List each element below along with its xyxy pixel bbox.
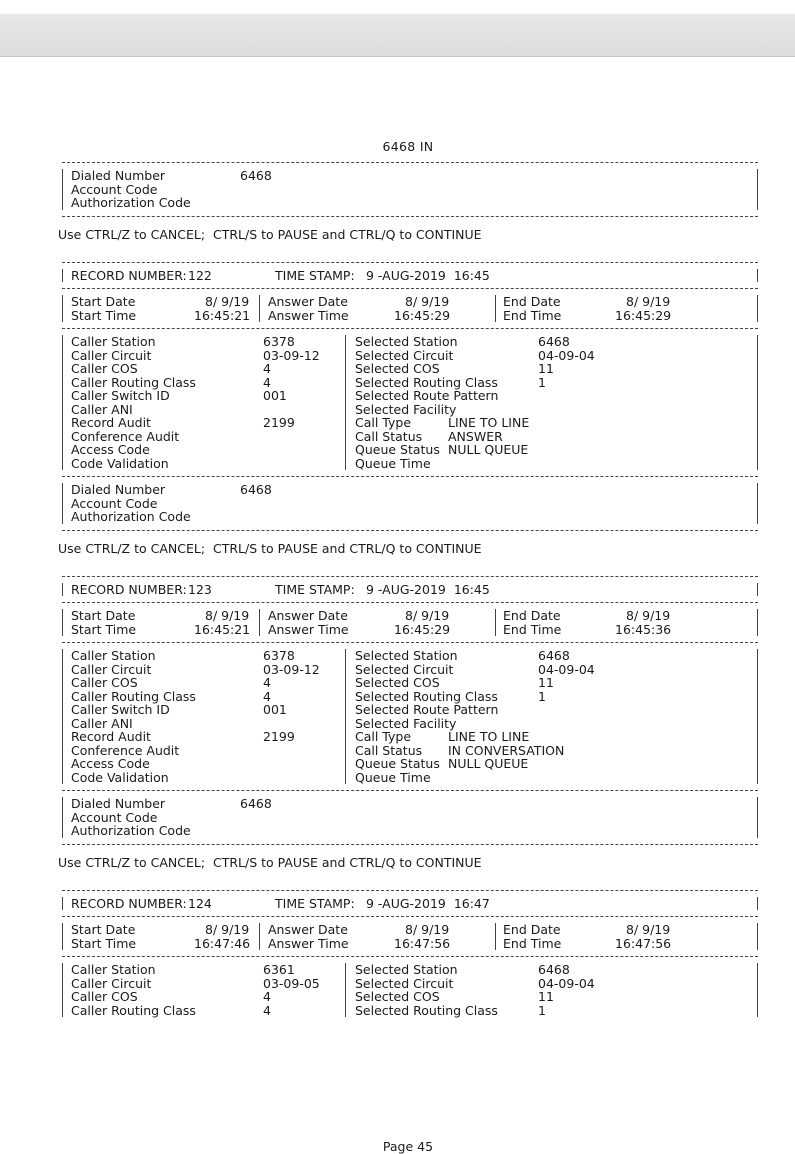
selected-circuit-value: 04-09-04 [538, 661, 595, 677]
detail-row [63, 416, 757, 430]
time-stamp-label: TIME STAMP: [275, 895, 355, 911]
date-row [63, 623, 757, 637]
start-date-value: 8/ 9/19 [205, 608, 250, 623]
caller-circuit-value: 03-09-12 [263, 661, 320, 677]
selected-cos-value: 11 [538, 361, 554, 376]
ctrl-instructions: Use CTRL/Z to CANCEL; CTRL/S to PAUSE and CTRL/Q to CONTINUE [58, 854, 482, 870]
record-header-row [63, 583, 757, 597]
authorization-code-label: Authorization Code [71, 195, 191, 210]
dialed-number-value: 6468 [240, 482, 272, 497]
scanner-top-line [0, 56, 795, 57]
call-type-value: LINE TO LINE [448, 415, 530, 430]
detail-row [63, 403, 757, 417]
selected-routing-class-label: Selected Routing Class [355, 1002, 498, 1018]
records-container [58, 244, 758, 1018]
account-code-label: Account Code [71, 181, 158, 197]
selected-cos-value: 11 [538, 989, 554, 1004]
ctrl-instructions: Use CTRL/Z to CANCEL; CTRL/S to PAUSE and CTRL/Q to CONTINUE [58, 540, 482, 556]
record-header-block [62, 583, 758, 597]
start-date-label: Start Date [71, 294, 136, 309]
page-header: 6468 IN [382, 139, 434, 154]
conference-audit-label: Conference Audit [71, 428, 180, 444]
caller-circuit-label: Caller Circuit [71, 347, 152, 363]
start-date-value: 8/ 9/19 [205, 922, 250, 937]
detail-row [63, 349, 757, 363]
selected-station-value: 6468 [538, 962, 570, 977]
detail-row [63, 663, 757, 677]
detail-row [63, 389, 757, 403]
detail-row [63, 497, 757, 511]
detail-row [63, 990, 757, 1004]
selected-routing-class-value: 1 [538, 688, 546, 704]
caller-cos-label: Caller COS [71, 989, 138, 1004]
caller-cos-label: Caller COS [71, 675, 138, 690]
selected-station-label: Selected Station [355, 648, 458, 663]
caller-ani-label: Caller ANI [71, 401, 133, 417]
detail-row [63, 362, 757, 376]
detail-row [63, 676, 757, 690]
divider [58, 210, 758, 223]
start-date-label: Start Date [71, 608, 136, 623]
answer-time-value: 16:45:29 [394, 307, 451, 323]
start-time-value: 16:47:46 [194, 935, 251, 951]
call-record [58, 256, 758, 570]
answer-date-label: Answer Date [268, 294, 348, 309]
detail-row [63, 443, 757, 457]
queue-status-label: Queue Status [355, 442, 440, 457]
selected-facility-label: Selected Facility [355, 401, 457, 417]
date-row [63, 609, 757, 623]
caller-routing-class-label: Caller Routing Class [71, 1002, 196, 1018]
detail-row [63, 963, 757, 977]
selected-station-label: Selected Station [355, 334, 458, 349]
detail-row [63, 510, 757, 524]
end-date-value: 8/ 9/19 [626, 608, 671, 623]
column-separator [345, 335, 346, 470]
call-type-label: Call Type [355, 729, 412, 744]
date-row [63, 923, 757, 937]
answer-date-label: Answer Date [268, 608, 348, 623]
selected-station-label: Selected Station [355, 962, 458, 977]
record-audit-label: Record Audit [71, 729, 151, 744]
record-header-block [62, 269, 758, 283]
caller-station-value: 6378 [263, 334, 295, 349]
cdr-printout [58, 139, 758, 1154]
record-header-row [63, 897, 757, 911]
queue-time-label: Queue Time [355, 455, 431, 471]
call-record [58, 884, 758, 1018]
record-audit-value: 2199 [263, 729, 295, 744]
queue-status-value: NULL QUEUE [448, 756, 529, 771]
selected-routing-class-label: Selected Routing Class [355, 374, 498, 390]
detail-row [63, 376, 757, 390]
detail-row [63, 335, 757, 349]
caller-circuit-value: 03-09-12 [263, 347, 320, 363]
time-stamp-value: 9 -AUG-2019 16:47 [366, 895, 490, 911]
start-time-label: Start Time [71, 307, 137, 323]
caller-switch-id-value: 001 [263, 702, 287, 717]
spacer [58, 872, 758, 884]
caller-circuit-label: Caller Circuit [71, 661, 152, 677]
call-status-label: Call Status [355, 742, 423, 758]
caller-routing-class-value: 4 [263, 688, 271, 704]
answer-time-label: Answer Time [268, 307, 349, 323]
divider [58, 524, 758, 537]
code-validation-label: Code Validation [71, 769, 169, 785]
detail-row [63, 757, 757, 771]
start-date-value: 8/ 9/19 [205, 294, 250, 309]
time-stamp-value: 9 -AUG-2019 16:45 [366, 581, 490, 597]
call-record [58, 570, 758, 884]
dialed-number-value: 6468 [240, 796, 272, 811]
end-time-label: End Time [503, 307, 562, 323]
detail-row [63, 483, 757, 497]
caller-switch-id-label: Caller Switch ID [71, 702, 170, 717]
caller-station-label: Caller Station [71, 962, 156, 977]
record-details-block [62, 963, 758, 1017]
record-number-label: RECORD NUMBER: [71, 267, 187, 283]
detail-row [63, 811, 757, 825]
end-time-label: End Time [503, 935, 562, 951]
account-code-label: Account Code [71, 809, 158, 825]
call-status-value: IN CONVERSATION [448, 742, 565, 758]
end-time-value: 16:45:36 [615, 621, 672, 637]
dialed-block [62, 797, 758, 838]
detail-row [63, 690, 757, 704]
caller-routing-class-label: Caller Routing Class [71, 374, 196, 390]
account-code-label: Account Code [71, 495, 158, 511]
record-header-block [62, 897, 758, 911]
access-code-label: Access Code [71, 442, 150, 457]
column-separator [495, 923, 496, 950]
record-audit-value: 2199 [263, 415, 295, 430]
caller-cos-value: 4 [263, 675, 271, 690]
spacer [58, 244, 758, 256]
authorization-code-label: Authorization Code [71, 823, 191, 838]
spacer [58, 558, 758, 570]
authorization-code-label: Authorization Code [71, 509, 191, 524]
detail-row [63, 771, 757, 785]
answer-date-value: 8/ 9/19 [405, 294, 450, 309]
date-row [63, 309, 757, 323]
caller-switch-id-value: 001 [263, 388, 287, 403]
divider [58, 838, 758, 851]
end-date-label: End Date [503, 608, 561, 623]
end-time-label: End Time [503, 621, 562, 637]
caller-station-label: Caller Station [71, 334, 156, 349]
queue-status-value: NULL QUEUE [448, 442, 529, 457]
selected-station-value: 6468 [538, 334, 570, 349]
detail-row [63, 457, 757, 471]
call-status-label: Call Status [355, 428, 423, 444]
answer-time-value: 16:45:29 [394, 621, 451, 637]
date-row [63, 937, 757, 951]
scanner-top-bar [0, 14, 795, 56]
date-row [63, 295, 757, 309]
divider [58, 570, 758, 583]
caller-routing-class-value: 4 [263, 1002, 271, 1018]
record-number-label: RECORD NUMBER: [71, 581, 187, 597]
code-validation-label: Code Validation [71, 455, 169, 471]
caller-station-value: 6361 [263, 962, 295, 977]
page-footer: Page 45 [382, 1139, 434, 1154]
end-date-value: 8/ 9/19 [626, 922, 671, 937]
end-date-value: 8/ 9/19 [626, 294, 671, 309]
selected-circuit-label: Selected Circuit [355, 661, 454, 677]
selected-station-value: 6468 [538, 648, 570, 663]
selected-circuit-label: Selected Circuit [355, 975, 454, 991]
selected-routing-class-label: Selected Routing Class [355, 688, 498, 704]
answer-date-label: Answer Date [268, 922, 348, 937]
time-stamp-value: 9 -AUG-2019 16:45 [366, 267, 490, 283]
dialed-number-value: 6468 [240, 168, 272, 183]
conference-audit-label: Conference Audit [71, 742, 180, 758]
selected-route-pattern-label: Selected Route Pattern [355, 388, 499, 403]
dialed-number-label: Dialed Number [71, 168, 166, 183]
queue-status-label: Queue Status [355, 756, 440, 771]
dialed-number-label: Dialed Number [71, 796, 166, 811]
time-stamp-label: TIME STAMP: [275, 267, 355, 283]
answer-date-value: 8/ 9/19 [405, 922, 450, 937]
caller-station-value: 6378 [263, 648, 295, 663]
detail-row [63, 649, 757, 663]
column-separator [345, 649, 346, 784]
end-date-label: End Date [503, 294, 561, 309]
caller-cos-value: 4 [263, 989, 271, 1004]
selected-route-pattern-label: Selected Route Pattern [355, 702, 499, 717]
selected-cos-value: 11 [538, 675, 554, 690]
record-number-label: RECORD NUMBER: [71, 895, 187, 911]
record-dates-block [62, 609, 758, 636]
answer-date-value: 8/ 9/19 [405, 608, 450, 623]
record-number-value: 123 [188, 581, 212, 597]
column-separator [259, 295, 260, 322]
start-time-label: Start Time [71, 935, 137, 951]
detail-row [63, 824, 757, 838]
column-separator [495, 295, 496, 322]
detail-row [63, 797, 757, 811]
column-separator [259, 923, 260, 950]
column-separator [495, 609, 496, 636]
caller-cos-value: 4 [263, 361, 271, 376]
detail-row [63, 1004, 757, 1018]
caller-routing-class-label: Caller Routing Class [71, 688, 196, 704]
record-dates-block [62, 295, 758, 322]
caller-ani-label: Caller ANI [71, 715, 133, 731]
call-type-label: Call Type [355, 415, 412, 430]
detail-row [63, 744, 757, 758]
detail-row [63, 977, 757, 991]
record-audit-label: Record Audit [71, 415, 151, 430]
record-header-row [63, 269, 757, 283]
call-type-value: LINE TO LINE [448, 729, 530, 744]
first-dialed-block [62, 169, 758, 210]
end-time-value: 16:47:56 [615, 935, 672, 951]
record-details-block [62, 649, 758, 784]
selected-cos-label: Selected COS [355, 361, 440, 376]
caller-station-label: Caller Station [71, 648, 156, 663]
selected-facility-label: Selected Facility [355, 715, 457, 731]
selected-routing-class-value: 1 [538, 1002, 546, 1018]
caller-circuit-value: 03-09-05 [263, 975, 320, 991]
start-date-label: Start Date [71, 922, 136, 937]
access-code-label: Access Code [71, 756, 150, 771]
record-details-block [62, 335, 758, 470]
divider [58, 884, 758, 897]
answer-time-label: Answer Time [268, 621, 349, 637]
record-number-value: 124 [188, 895, 212, 911]
end-time-value: 16:45:29 [615, 307, 672, 323]
selected-cos-label: Selected COS [355, 675, 440, 690]
selected-circuit-value: 04-09-04 [538, 975, 595, 991]
queue-time-label: Queue Time [355, 769, 431, 785]
selected-circuit-label: Selected Circuit [355, 347, 454, 363]
column-separator [259, 609, 260, 636]
caller-routing-class-value: 4 [263, 374, 271, 390]
time-stamp-label: TIME STAMP: [275, 581, 355, 597]
start-time-label: Start Time [71, 621, 137, 637]
call-status-value: ANSWER [448, 428, 503, 444]
column-separator [345, 963, 346, 1017]
dialed-block [62, 483, 758, 524]
record-number-value: 122 [188, 267, 212, 283]
detail-row [63, 430, 757, 444]
end-date-label: End Date [503, 922, 561, 937]
divider [58, 256, 758, 269]
selected-routing-class-value: 1 [538, 374, 546, 390]
detail-row [63, 730, 757, 744]
caller-switch-id-label: Caller Switch ID [71, 388, 170, 403]
caller-cos-label: Caller COS [71, 361, 138, 376]
record-dates-block [62, 923, 758, 950]
start-time-value: 16:45:21 [194, 621, 251, 637]
detail-row [63, 717, 757, 731]
dialed-number-label: Dialed Number [71, 482, 166, 497]
caller-circuit-label: Caller Circuit [71, 975, 152, 991]
selected-circuit-value: 04-09-04 [538, 347, 595, 363]
start-time-value: 16:45:21 [194, 307, 251, 323]
answer-time-label: Answer Time [268, 935, 349, 951]
detail-row [63, 703, 757, 717]
selected-cos-label: Selected COS [355, 989, 440, 1004]
ctrl-instructions: Use CTRL/Z to CANCEL; CTRL/S to PAUSE and CTRL/Q to CONTINUE [58, 226, 482, 242]
answer-time-value: 16:47:56 [394, 935, 451, 951]
